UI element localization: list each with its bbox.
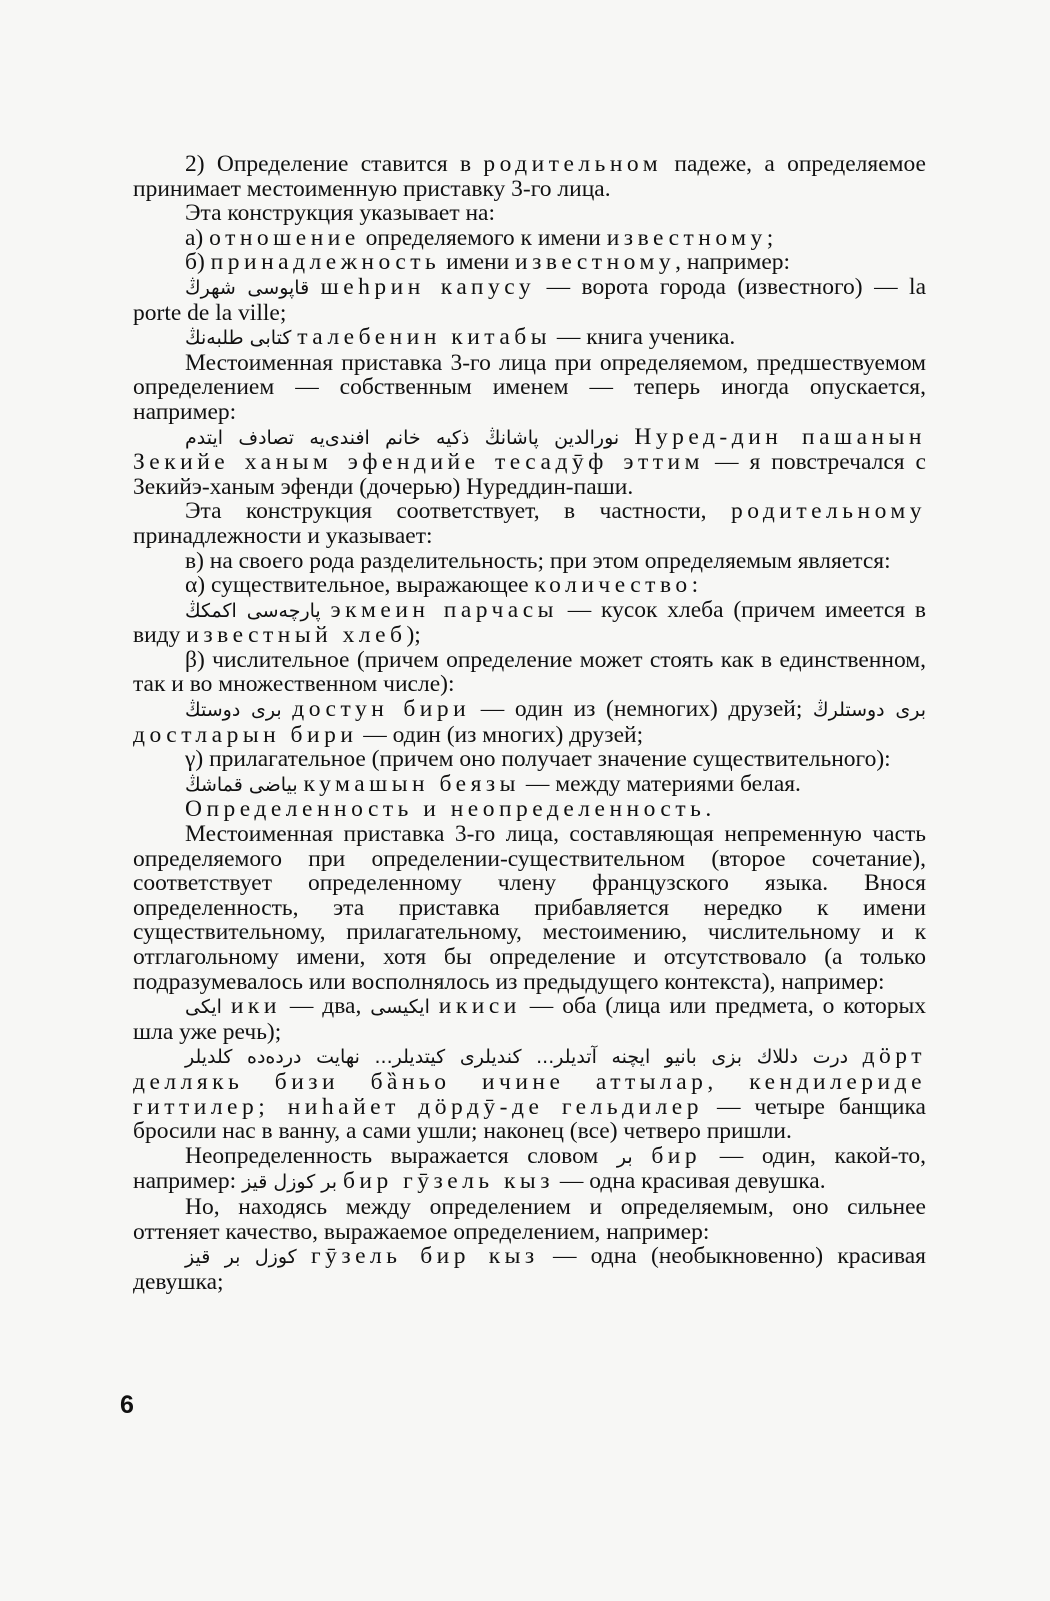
arabic-script-text: پارچه‌سی اکمکڭ <box>185 599 321 622</box>
arabic-script-text: بری دوستلرڭ <box>812 699 927 722</box>
text-run: — я повстречался с Зекийэ-ханым эфенди (дочерью) Нуреддин-паши. <box>133 449 926 500</box>
text-run <box>222 993 231 1019</box>
spaced-emphasis-text: бир <box>651 1142 702 1169</box>
paragraph <box>133 226 926 251</box>
spaced-emphasis-text: талебенин китабы <box>297 324 552 351</box>
paragraph <box>133 573 926 598</box>
text-run: Неопределенность выражается словом <box>185 1142 617 1169</box>
spaced-emphasis-text: гӯзель бир кыз <box>310 1243 539 1270</box>
arabic-script-text: بیاضی قماشڭ <box>185 773 298 796</box>
text-run <box>848 1043 862 1069</box>
paragraph <box>133 747 926 772</box>
spaced-emphasis-text: количество <box>534 572 692 599</box>
page-number: 6 <box>120 1391 134 1419</box>
text-run: определяемого к имени <box>359 224 607 251</box>
spaced-emphasis-text: Определенность и неопределенность. <box>185 796 716 823</box>
paragraph <box>133 598 926 648</box>
spaced-emphasis-text: отношение <box>209 224 360 251</box>
arabic-script-text: ایکی <box>185 996 222 1019</box>
spaced-emphasis-text: икиси <box>438 993 521 1020</box>
spaced-emphasis-text: кумашын беязы <box>303 770 520 797</box>
text-run: — между материями белая. <box>519 770 801 797</box>
text-run <box>282 696 293 722</box>
text-run <box>297 1243 311 1269</box>
paragraph <box>133 499 926 548</box>
paragraph <box>133 1044 926 1143</box>
paragraph <box>133 822 926 994</box>
paragraph <box>133 648 926 697</box>
spaced-emphasis-text: шеhрин капусу <box>320 273 536 300</box>
spaced-emphasis-text: дӧрт деллякь бизи бȁньо ичине аттылар, кендилериде гиттилер; ниhайет дӧрдӯ-де гельдилер <box>133 1043 926 1120</box>
arabic-script-text: کتابی طلبه‌نڭ <box>185 327 292 350</box>
arabic-script-text: نورالدین پاشانڭ ذکیه خانم افندی‌یه تصادف ایتدم <box>185 426 620 449</box>
text-run: ; <box>766 224 774 251</box>
text-run <box>309 274 320 300</box>
text-run: : <box>691 572 699 599</box>
text-run: 2) Определение ставится в <box>185 151 484 177</box>
paragraph <box>133 1195 926 1244</box>
spaced-emphasis-text: принадлежность <box>210 249 441 276</box>
paragraph <box>133 772 926 798</box>
paragraph <box>133 1244 926 1294</box>
paragraph <box>133 797 926 822</box>
paragraph <box>133 201 926 226</box>
text-run: ); <box>406 622 421 649</box>
text-run: — один из (немногих) друзей; <box>470 696 813 723</box>
text-run: принадлежности и указывает: <box>133 522 433 549</box>
paragraph <box>133 425 926 500</box>
spaced-emphasis-text: известному <box>606 224 767 251</box>
arabic-script-text: قاپوسی شهرڭ <box>185 276 310 299</box>
arabic-script-text: ایکیسی <box>370 996 430 1019</box>
paragraph <box>133 697 926 747</box>
text-run: Эта конструкция соответствует, в частности, <box>185 498 731 525</box>
text-run: имени <box>440 249 516 276</box>
paragraph <box>133 275 926 325</box>
spaced-emphasis-text: родительному <box>731 498 926 525</box>
text-run: — кусок хлеба (причем имеется в виду <box>133 596 927 649</box>
text-run: Местоименная приставка 3-го лица при определяемом, предшествуемом определением — собственным именем — теперь иногда опускается, например: <box>133 349 926 425</box>
text-run: α) существительное, выражающее <box>185 572 535 599</box>
text-run: падеже, а определяемое принимает местоименную приставку 3-го лица. <box>133 151 926 202</box>
text-run: а) <box>185 224 210 251</box>
paragraph <box>133 152 926 201</box>
page-body <box>133 152 926 1294</box>
text-run: — одна (необыкновенно) красивая девушка; <box>133 1243 926 1295</box>
text-run: — один, какой-то, например: <box>133 1142 926 1195</box>
spaced-emphasis-text: родительном <box>483 151 663 177</box>
arabic-script-text: بر <box>616 1145 633 1168</box>
arabic-script-text: درت دللاك بزی بانیو ایچنه آتدیلر... کندیلری کیتدیلر... نهایت درده‌ده کلدیلر <box>185 1046 849 1069</box>
paragraph <box>133 351 926 425</box>
text-run: , например: <box>675 249 791 276</box>
text-run: γ) прилагательное (причем оно получает значение существительного): <box>185 746 891 773</box>
text-run: в) на своего рода разделительность; при этом определяемым является: <box>185 547 891 574</box>
text-run: — два, <box>280 993 371 1020</box>
text-run <box>321 597 331 623</box>
paragraph <box>133 994 926 1044</box>
paragraph <box>133 1144 926 1195</box>
arabic-script-text: کوزل بر قیز <box>185 1246 297 1269</box>
paragraph <box>133 325 926 351</box>
text-run: Эта конструкция указывает на: <box>185 200 495 227</box>
spaced-emphasis-text: Нуред-дин пашанын Зекийе ханым эфендийе тесадӯф эттим <box>133 423 926 476</box>
spaced-emphasis-text: известному <box>515 249 676 276</box>
spaced-emphasis-text: бир гӯзель кыз <box>342 1168 555 1195</box>
arabic-script-text: بری دوستڭ <box>185 699 282 722</box>
arabic-script-text: بر کوزل قیز <box>242 1171 338 1194</box>
text-run: Но, находясь между определением и определяемым, оно сильнее оттеняет качество, выражаемое определением, например: <box>133 1193 926 1245</box>
spaced-emphasis-text: известный хлеб <box>186 622 407 649</box>
text-run <box>430 993 439 1019</box>
text-run: Местоименная приставка 3-го лица, составляющая непременную часть определяемого при определении-существительном (второе сочетание), соответствует определенному члену французского языка. Внося определенность, эта приставка прибавляется нередко к имени существительному, прилагательному, местоимению, числительному и к отглагольному имени, хотя бы определение и отсутствовало (а только подразумевалось или восполнялось из предыдущего контекста), например: <box>133 821 926 995</box>
text-run: — оба (лица или предмета, о которых шла уже речь); <box>133 993 927 1045</box>
spaced-emphasis-text: достун бири <box>292 696 471 723</box>
text-run: — книга ученика. <box>551 324 736 351</box>
spaced-emphasis-text: ики <box>230 993 281 1020</box>
spaced-emphasis-text: достларын бири <box>133 721 358 748</box>
spaced-emphasis-text: экмеин парчасы <box>330 596 558 623</box>
paragraph <box>133 549 926 574</box>
text-run: — четыре банщика бросили нас в ванну, а сами ушли; наконец (все) четверо пришли. <box>133 1093 926 1145</box>
paragraph <box>133 250 926 275</box>
text-run <box>633 1143 652 1169</box>
text-run: — одна красивая девушка. <box>554 1168 826 1195</box>
text-run: — один (из многих) друзей; <box>357 721 644 748</box>
text-run: б) <box>185 249 211 276</box>
text-run <box>619 424 634 450</box>
text-run: — ворота города (известного) — la porte de la ville; <box>133 273 926 326</box>
text-run: β) числительное (причем определение может стоять как в единственном, так и во множественном числе): <box>133 646 926 698</box>
